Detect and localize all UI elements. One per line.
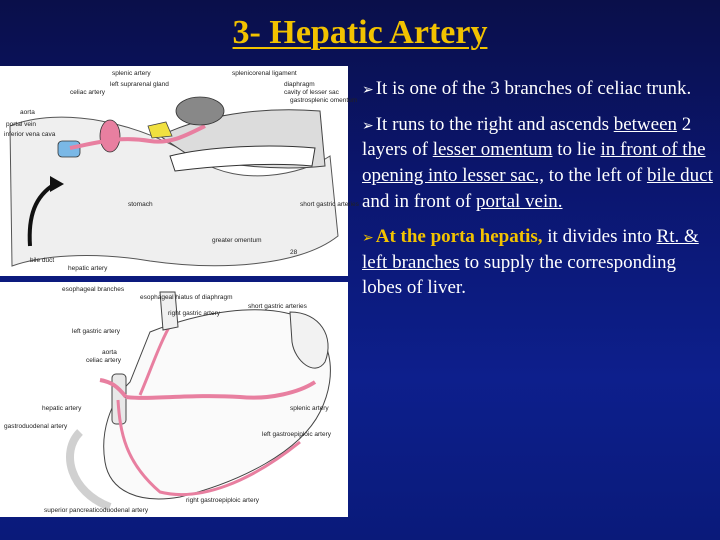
- bullet-2-underline-4: bile duct: [646, 164, 713, 186]
- arrow-bullet-icon: ➢: [362, 230, 374, 247]
- label-esophageal-branches: esophageal branches: [62, 286, 125, 293]
- gastric-arteries-diagram: [0, 282, 348, 517]
- arrow-bullet-icon: ➢: [362, 117, 374, 134]
- arrow-bullet-icon: ➢: [362, 82, 374, 98]
- bullet-3-highlight: At the porta hepatis,: [375, 226, 543, 248]
- bullet-3-text-2: to supply the corresponding lobes of liver.: [362, 251, 676, 299]
- label-splenic-artery: splenic artery: [112, 70, 151, 77]
- label-stomach: stomach: [128, 201, 153, 208]
- label-left-gastroepiploic-artery: left gastroepiploic artery: [262, 431, 332, 438]
- label-greater-omentum: greater omentum: [212, 237, 262, 244]
- bullet-1: [362, 76, 714, 102]
- bullet-3-underline-1: Rt. & left branches: [362, 226, 699, 273]
- bullet-2-text-3: to lie: [552, 139, 601, 161]
- bullet-3-text-1: it divides into: [542, 226, 657, 248]
- label-gastrosplenic-omentum: gastrosplenic omentum: [290, 97, 358, 104]
- label-diaphragm: diaphragm: [284, 81, 315, 88]
- transverse-section-diagram: [0, 66, 359, 276]
- label-right-gastroepiploic-artery: right gastroepiploic artery: [186, 497, 259, 504]
- bullet-3: [362, 224, 714, 301]
- bullet-2-text-5: and in front of: [362, 190, 476, 212]
- bullet-2-underline-3: in front of the opening into lesser sac.,: [362, 139, 706, 186]
- label-aorta: aorta: [20, 109, 35, 116]
- label-figure-number: 28: [290, 249, 298, 256]
- label-celiac-artery: celiac artery: [70, 89, 106, 96]
- label-esophageal-hiatus: esophageal hiatus of diaphragm: [140, 294, 233, 301]
- bullet-2-underline-2: lesser omentum: [432, 139, 553, 161]
- label-aorta-2: aorta: [102, 349, 117, 356]
- bullet-2-underline-5: portal vein.: [475, 190, 563, 212]
- label-left-suprarenal-gland: left suprarenal gland: [110, 81, 169, 88]
- label-short-gastric-arteries: short gastric arteries: [300, 201, 359, 208]
- label-hepatic-artery-2: hepatic artery: [42, 405, 82, 412]
- bullet-2-text-2: 2 layers of: [362, 113, 692, 161]
- bullet-1-text: It is one of the 3 branches of celiac trunk.: [375, 78, 692, 99]
- bullet-2: [362, 112, 714, 215]
- bullet-2-text-1: It runs to the right and ascends: [375, 113, 614, 135]
- label-portal-vein: portal vein: [6, 121, 36, 128]
- label-splenic-artery-2: splenic artery: [290, 405, 329, 412]
- label-gastroduodenal-artery: gastroduodenal artery: [4, 423, 68, 430]
- label-short-gastric-arteries-2: short gastric arteries: [248, 303, 307, 310]
- label-bile-duct: bile duct: [30, 257, 55, 264]
- bullet-2-underline-1: between: [613, 113, 678, 135]
- label-cavity-of-lesser-sac: cavity of lesser sac: [284, 89, 339, 96]
- bullet-2-text-4: to the left of: [544, 164, 647, 186]
- slide-title: 3- Hepatic Artery: [232, 14, 488, 51]
- label-hepatic-artery: hepatic artery: [68, 265, 108, 272]
- label-inferior-vena-cava: inferior vena cava: [4, 131, 56, 138]
- label-splenicorenal-ligament: splenicorenal ligament: [232, 70, 297, 77]
- label-right-gastric-artery: right gastric artery: [168, 310, 221, 317]
- bullet-list: [362, 76, 714, 311]
- label-left-gastric-artery: left gastric artery: [72, 328, 121, 335]
- label-celiac-artery-2: celiac artery: [86, 357, 122, 364]
- label-superior-pancreaticoduodenal-artery: superior pancreaticoduodenal artery: [44, 507, 149, 514]
